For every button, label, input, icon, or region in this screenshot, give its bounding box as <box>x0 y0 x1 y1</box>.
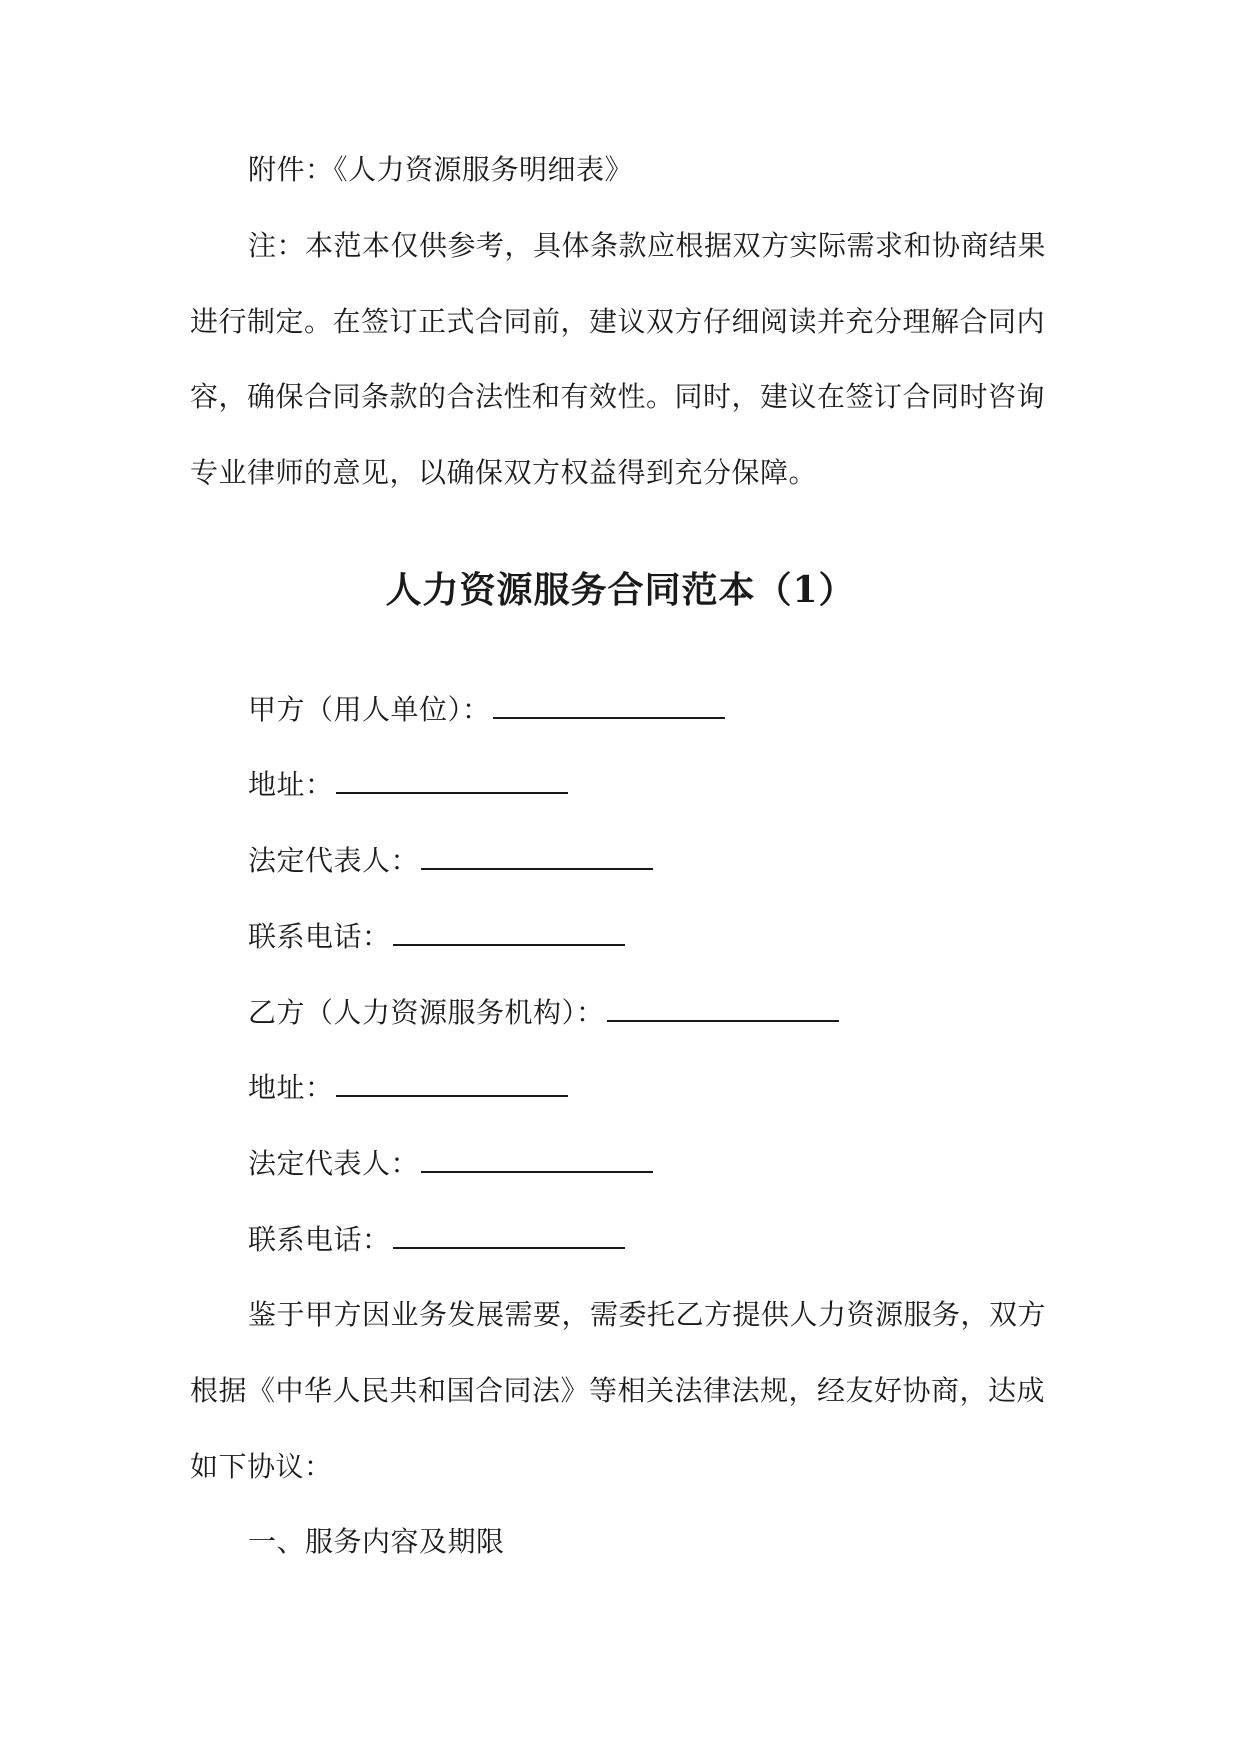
party-a-name-blank[interactable] <box>493 691 725 719</box>
attachment-line: 附件：《人力资源服务明细表》 <box>248 153 634 186</box>
preamble-line-3: 如下协议： <box>190 1450 333 1483</box>
note-line-1: 注：本范本仅供参考，具体条款应根据双方实际需求和协商结果 <box>248 229 1047 262</box>
party-b-representative-blank[interactable] <box>421 1145 653 1173</box>
preamble-line-1: 鉴于甲方因业务发展需要，需委托乙方提供人力资源服务，双方 <box>248 1298 1047 1331</box>
party-a-phone-label: 联系电话： <box>248 920 391 953</box>
party-a-name-row <box>248 690 725 730</box>
section-1-heading: 一、服务内容及期限 <box>248 1525 505 1558</box>
party-a-address-row <box>248 765 568 805</box>
party-a-address-blank[interactable] <box>336 766 568 794</box>
party-b-address-row <box>248 1068 568 1108</box>
party-b-name-blank[interactable] <box>607 994 839 1022</box>
party-b-address-blank[interactable] <box>336 1069 568 1097</box>
party-a-representative-label: 法定代表人： <box>248 844 420 877</box>
party-b-representative-label: 法定代表人： <box>248 1147 420 1180</box>
party-b-phone-label: 联系电话： <box>248 1223 391 1256</box>
note-line-4: 专业律师的意见，以确保双方权益得到充分保障。 <box>190 456 818 489</box>
party-a-phone-blank[interactable] <box>393 918 625 946</box>
party-a-representative-row <box>248 841 653 881</box>
party-a-phone-row <box>248 917 625 957</box>
preamble-line-2: 根据《中华人民共和国合同法》等相关法律法规，经友好协商，达成 <box>190 1374 1046 1407</box>
party-b-name-row <box>248 993 839 1033</box>
party-b-name-label: 乙方（人力资源服务机构）： <box>248 996 605 1029</box>
party-a-name-label: 甲方（用人单位）： <box>248 693 491 726</box>
party-a-address-label: 地址： <box>248 768 334 801</box>
note-line-3: 容，确保合同条款的合法性和有效性。同时，建议在签订合同时咨询 <box>190 380 1046 413</box>
party-b-phone-row <box>248 1220 625 1260</box>
contract-title: 人力资源服务合同范本（1） <box>385 569 856 611</box>
party-b-phone-blank[interactable] <box>393 1221 625 1249</box>
party-b-address-label: 地址： <box>248 1071 334 1104</box>
party-a-representative-blank[interactable] <box>421 842 653 870</box>
note-line-2: 进行制定。在签订正式合同前，建议双方仔细阅读并充分理解合同内 <box>190 305 1046 338</box>
party-b-representative-row <box>248 1144 653 1184</box>
